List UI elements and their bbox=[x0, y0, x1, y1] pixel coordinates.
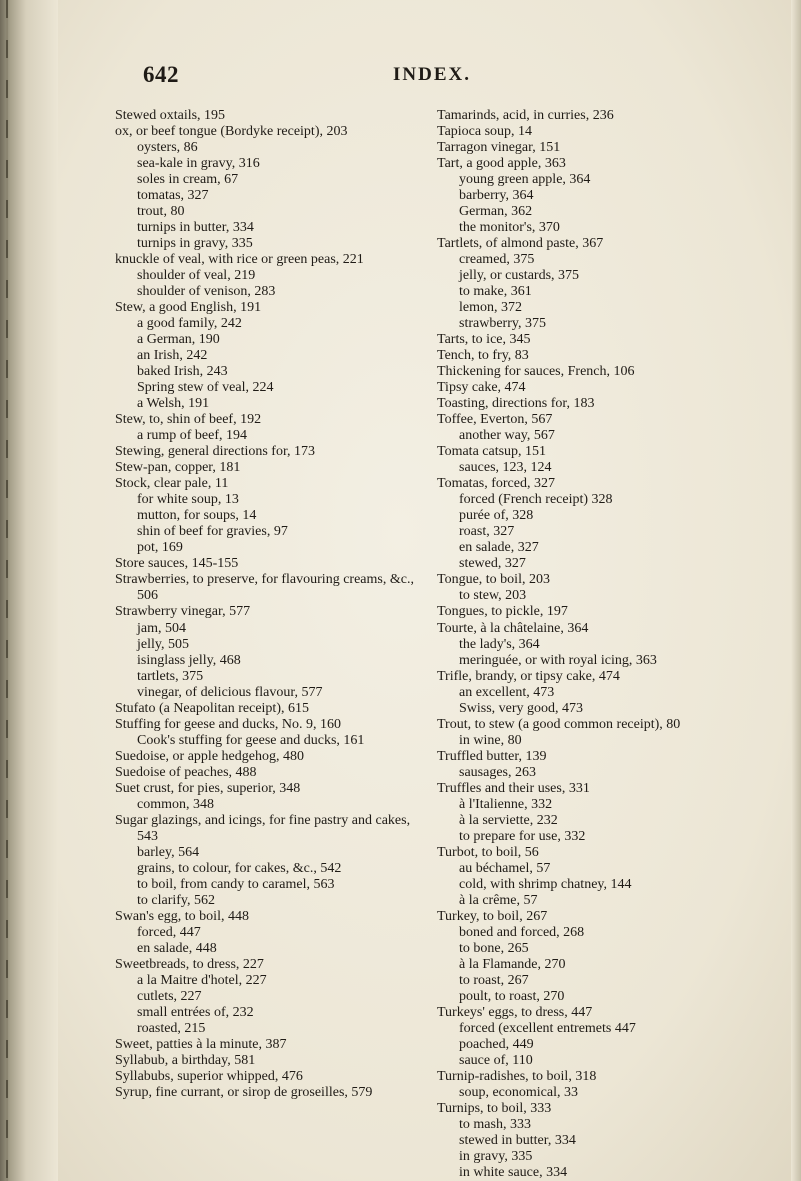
index-subentry: to clarify, 562 bbox=[137, 892, 216, 908]
index-subentry: roast, 327 bbox=[459, 524, 515, 540]
index-entry: Stewing, general directions for, 173 bbox=[115, 444, 316, 460]
index-subentry: turnips in butter, 334 bbox=[137, 220, 254, 236]
index-subentry: an Irish, 242 bbox=[137, 348, 208, 364]
index-subentry: a Welsh, 191 bbox=[137, 396, 210, 412]
index-subentry: baked Irish, 243 bbox=[137, 364, 228, 380]
index-subentry: vinegar, of delicious flavour, 577 bbox=[137, 684, 323, 700]
index-subentry: soles in cream, 67 bbox=[137, 172, 239, 188]
index-subentry: en salade, 448 bbox=[137, 940, 217, 956]
index-subentry: to stew, 203 bbox=[459, 588, 527, 604]
index-entry: Tourte, à la châtelaine, 364 bbox=[437, 620, 589, 636]
index-subentry: common, 348 bbox=[137, 796, 214, 812]
index-subentry: to mash, 333 bbox=[459, 1116, 531, 1132]
index-entry: Toffee, Everton, 567 bbox=[437, 412, 553, 428]
index-entry: Turkey, to boil, 267 bbox=[437, 908, 548, 924]
index-column-right bbox=[437, 108, 789, 1181]
index-entry: Stew-pan, copper, 181 bbox=[115, 460, 241, 476]
index-subentry: a good family, 242 bbox=[137, 316, 242, 332]
index-subentry: cold, with shrimp chatney, 144 bbox=[459, 876, 632, 892]
index-subentry: tomatas, 327 bbox=[137, 188, 209, 204]
index-subentry: shin of beef for gravies, 97 bbox=[137, 524, 288, 540]
index-subentry: ox, or beef tongue (Bordyke receipt), 203 bbox=[115, 124, 348, 140]
index-entry: Toasting, directions for, 183 bbox=[437, 396, 595, 412]
index-entry: Swan's egg, to boil, 448 bbox=[115, 908, 249, 924]
index-entry: Tipsy cake, 474 bbox=[437, 380, 526, 396]
index-entry: Sweet, patties à la minute, 387 bbox=[115, 1036, 287, 1052]
index-subentry: boned and forced, 268 bbox=[459, 924, 585, 940]
index-entry: Tamarinds, acid, in curries, 236 bbox=[437, 108, 614, 123]
index-entry: Turbot, to boil, 56 bbox=[437, 844, 539, 860]
index-subentry: isinglass jelly, 468 bbox=[137, 652, 241, 668]
index-entry: Tomatas, forced, 327 bbox=[437, 476, 555, 492]
index-entry: Thickening for sauces, French, 106 bbox=[437, 364, 635, 380]
index-entry: Strawberries, to preserve, for flavouring creams, &c., 506 bbox=[115, 572, 414, 604]
index-subentry: strawberry, 375 bbox=[459, 316, 546, 332]
index-subentry: forced (excellent entremets 447 bbox=[459, 1020, 636, 1036]
index-subentry: à la crême, 57 bbox=[459, 892, 538, 908]
index-entry: Syllabub, a birthday, 581 bbox=[115, 1052, 256, 1068]
index-subentry: jelly, or custards, 375 bbox=[459, 268, 580, 284]
page-right-edge bbox=[791, 0, 801, 1181]
index-subentry: soup, economical, 33 bbox=[459, 1084, 578, 1100]
index-subentry: in gravy, 335 bbox=[459, 1149, 533, 1165]
index-entry: Truffled butter, 139 bbox=[437, 748, 547, 764]
index-subentry: in white sauce, 334 bbox=[459, 1165, 568, 1181]
index-subentry: à la Flamande, 270 bbox=[459, 956, 566, 972]
index-entry: Stuffing for geese and ducks, No. 9, 160 bbox=[115, 716, 342, 732]
index-entry: Tarragon vinegar, 151 bbox=[437, 140, 561, 156]
index-entry: Stock, clear pale, 11 bbox=[115, 476, 229, 492]
index-entry: Syllabubs, superior whipped, 476 bbox=[115, 1068, 303, 1084]
index-entry: Tart, a good apple, 363 bbox=[437, 156, 566, 172]
index-subentry: tartlets, 375 bbox=[137, 668, 204, 684]
index-subentry: poult, to roast, 270 bbox=[459, 988, 565, 1004]
index-subentry: shoulder of venison, 283 bbox=[137, 284, 276, 300]
index-entry: Trifle, brandy, or tipsy cake, 474 bbox=[437, 668, 620, 684]
index-subentry: shoulder of veal, 219 bbox=[137, 268, 256, 284]
index-subentry: a rump of beef, 194 bbox=[137, 428, 248, 444]
index-entry: Stewed oxtails, 195 bbox=[115, 108, 226, 123]
index-subentry: another way, 567 bbox=[459, 428, 555, 444]
index-entry: Tarts, to ice, 345 bbox=[437, 332, 531, 348]
index-subentry: creamed, 375 bbox=[459, 252, 535, 268]
index-entry: Syrup, fine currant, or sirop de groseilles, 579 bbox=[115, 1084, 373, 1100]
index-subentry: cutlets, 227 bbox=[137, 988, 202, 1004]
index-entry: Sugar glazings, and icings, for fine pastry and cakes, 543 bbox=[115, 812, 411, 844]
index-subentry: barley, 564 bbox=[137, 844, 200, 860]
page-header bbox=[143, 62, 683, 90]
index-subentry: sauce of, 110 bbox=[459, 1052, 533, 1068]
index-entry: Turnip-radishes, to boil, 318 bbox=[437, 1068, 597, 1084]
index-entry: Strawberry vinegar, 577 bbox=[115, 604, 251, 620]
index-subentry: the lady's, 364 bbox=[459, 636, 540, 652]
index-subentry: jam, 504 bbox=[137, 620, 186, 636]
index-entry: Suet crust, for pies, superior, 348 bbox=[115, 780, 301, 796]
index-entry: Sweetbreads, to dress, 227 bbox=[115, 956, 264, 972]
index-subentry: stewed in butter, 334 bbox=[459, 1133, 576, 1148]
page-binding-edge bbox=[0, 0, 58, 1181]
index-subentry: barberry, 364 bbox=[459, 188, 534, 204]
index-subentry: a German, 190 bbox=[137, 332, 220, 348]
index-subentry: forced (French receipt) 328 bbox=[459, 492, 613, 508]
index-subentry: pot, 169 bbox=[137, 540, 183, 556]
index-subentry: to bone, 265 bbox=[459, 940, 529, 956]
index-subentry: trout, 80 bbox=[137, 204, 185, 220]
index-entry: Tongue, to boil, 203 bbox=[437, 572, 550, 588]
index-subentry: Cook's stuffing for geese and ducks, 161 bbox=[137, 732, 365, 748]
index-entry: Turkeys' eggs, to dress, 447 bbox=[437, 1004, 593, 1020]
index-subentry: jelly, 505 bbox=[137, 636, 189, 652]
index-subentry: to boil, from candy to caramel, 563 bbox=[137, 876, 335, 892]
index-subentry: forced, 447 bbox=[137, 924, 201, 940]
index-subentry: stewed, 327 bbox=[459, 556, 526, 572]
index-subentry: to roast, 267 bbox=[459, 972, 529, 988]
index-entry: Turnips, to boil, 333 bbox=[437, 1100, 552, 1116]
index-subentry: turnips in gravy, 335 bbox=[137, 236, 253, 252]
index-entry: Stufato (a Neapolitan receipt), 615 bbox=[115, 700, 309, 716]
index-subentry: roasted, 215 bbox=[137, 1020, 206, 1036]
index-column-left bbox=[115, 108, 430, 1101]
index-subentry: lemon, 372 bbox=[459, 300, 522, 316]
index-subentry: in wine, 80 bbox=[459, 732, 522, 748]
index-entry: Store sauces, 145-155 bbox=[115, 556, 239, 572]
index-entry: Suedoise, or apple hedgehog, 480 bbox=[115, 748, 304, 764]
index-subentry: Swiss, very good, 473 bbox=[459, 700, 584, 716]
index-subentry: sea-kale in gravy, 316 bbox=[137, 156, 260, 172]
index-subentry: for white soup, 13 bbox=[137, 492, 239, 508]
index-subentry: to prepare for use, 332 bbox=[459, 828, 586, 844]
index-subentry: à la serviette, 232 bbox=[459, 812, 558, 828]
running-title: INDEX. bbox=[393, 64, 471, 85]
index-entry: Truffles and their uses, 331 bbox=[437, 780, 590, 796]
index-subentry: knuckle of veal, with rice or green peas, 221 bbox=[115, 252, 364, 268]
index-entry: Suedoise of peaches, 488 bbox=[115, 764, 257, 780]
index-entry: Trout, to stew (a good common receipt), 80 bbox=[437, 716, 681, 732]
index-subentry: poached, 449 bbox=[459, 1036, 534, 1052]
page-number: 642 bbox=[143, 62, 179, 87]
index-subentry: the monitor's, 370 bbox=[459, 220, 560, 236]
index-subentry: sauces, 123, 124 bbox=[459, 460, 552, 476]
index-entry: Stew, to, shin of beef, 192 bbox=[115, 412, 262, 428]
index-subentry: purée of, 328 bbox=[459, 508, 534, 524]
index-subentry: German, 362 bbox=[459, 204, 533, 220]
index-subentry: a la Maitre d'hotel, 227 bbox=[137, 972, 267, 988]
index-subentry: mutton, for soups, 14 bbox=[137, 508, 257, 524]
index-entry: Tartlets, of almond paste, 367 bbox=[437, 236, 604, 252]
index-subentry: grains, to colour, for cakes, &c., 542 bbox=[137, 860, 342, 876]
index-subentry: au béchamel, 57 bbox=[459, 860, 551, 876]
index-subentry: meringuée, or with royal icing, 363 bbox=[459, 652, 657, 668]
index-entry: Tapioca soup, 14 bbox=[437, 124, 533, 140]
index-subentry: young green apple, 364 bbox=[459, 172, 591, 188]
index-entry: Tomata catsup, 151 bbox=[437, 444, 547, 460]
index-subentry: Spring stew of veal, 224 bbox=[137, 380, 274, 396]
index-entry: Tongues, to pickle, 197 bbox=[437, 604, 568, 620]
index-subentry: small entrées of, 232 bbox=[137, 1004, 254, 1020]
index-subentry: oysters, 86 bbox=[137, 140, 198, 156]
index-subentry: à l'Italienne, 332 bbox=[459, 796, 553, 812]
index-subentry: sausages, 263 bbox=[459, 764, 536, 780]
index-entry: Tench, to fry, 83 bbox=[437, 348, 529, 364]
index-subentry: to make, 361 bbox=[459, 284, 532, 300]
index-subentry: an excellent, 473 bbox=[459, 684, 555, 700]
index-entry: Stew, a good English, 191 bbox=[115, 300, 262, 316]
index-subentry: en salade, 327 bbox=[459, 540, 539, 556]
